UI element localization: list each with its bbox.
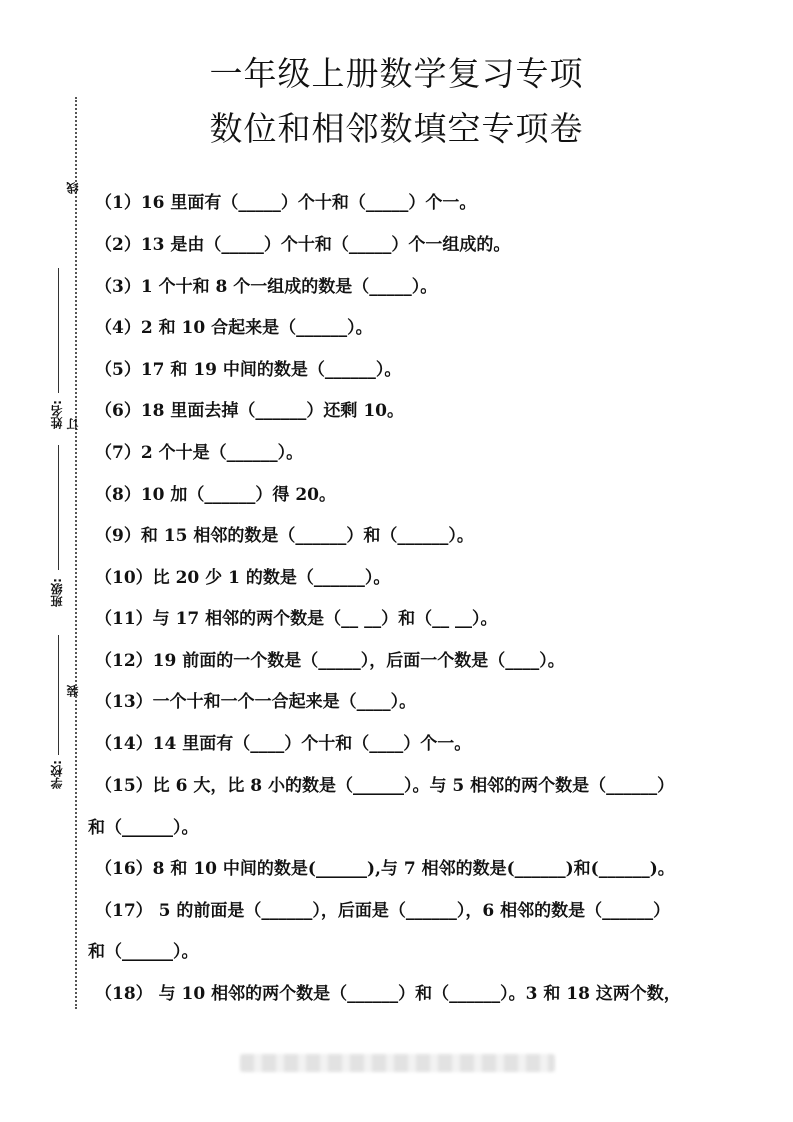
margin-line-char: 线 [66, 182, 80, 194]
question-14: （14）14 里面有（____）个十和（____）个一。 [95, 734, 472, 754]
question-15: （15）比 6 大，比 8 小的数是（______）。与 5 相邻的两个数是（______） [95, 776, 675, 796]
class-underline [58, 445, 59, 570]
question-7: （7）2 个十是（______）。 [95, 443, 304, 463]
question-9: （9）和 15 相邻的数是（______）和（______）。 [95, 526, 474, 546]
margin-fold-char: 装 [66, 685, 80, 697]
blurred-footer [240, 1054, 555, 1072]
question-10: （10）比 20 少 1 的数是（______）。 [95, 568, 391, 588]
question-5: （5）17 和 19 中间的数是（______）。 [95, 360, 402, 380]
question-18: （18） 与 10 相邻的两个数是（______）和（______）。3 和 18 这两个数， [95, 984, 681, 1004]
question-11: （11）与 17 相邻的两个数是（__ __）和（__ __）。 [95, 609, 498, 629]
question-6: （6）18 里面去掉（______）还剩 10。 [95, 401, 404, 421]
question-3: （3）1 个十和 8 个一组成的数是（_____）。 [95, 277, 438, 297]
school-label: 学校: [50, 760, 64, 789]
question-17: （17） 5 的前面是（______），后面是（______），6 相邻的数是（______） [95, 901, 671, 921]
margin-bind-char: 订 [66, 418, 80, 430]
question-4: （4）2 和 10 合起来是（______）。 [95, 318, 373, 338]
question-16: （16）8 和 10 中间的数是(______),与 7 相邻的数是(______)和(______)。 [95, 859, 675, 879]
question-17-continued: 和（______）。 [88, 942, 199, 962]
question-15-continued: 和（______）。 [88, 818, 199, 838]
school-underline [58, 635, 59, 755]
question-1: （1）16 里面有（_____）个十和（_____）个一。 [95, 193, 477, 213]
question-2: （2）13 是由（_____）个十和（_____）个一组成的。 [95, 235, 511, 255]
question-13: （13）一个十和一个一合起来是（____）。 [95, 692, 417, 712]
name-underline [58, 268, 59, 393]
title-line-2: 数位和相邻数填空专项卷 [209, 109, 584, 148]
question-8: （8）10 加（______）得 20。 [95, 485, 336, 505]
title-line-1: 一年级上册数学复习专项 [209, 54, 584, 93]
class-label: 班级: [50, 578, 64, 607]
name-label: 姓名: [50, 400, 64, 429]
question-12: （12）19 前面的一个数是（_____），后面一个数是（____）。 [95, 651, 565, 671]
binding-dotted-line [75, 97, 77, 1009]
